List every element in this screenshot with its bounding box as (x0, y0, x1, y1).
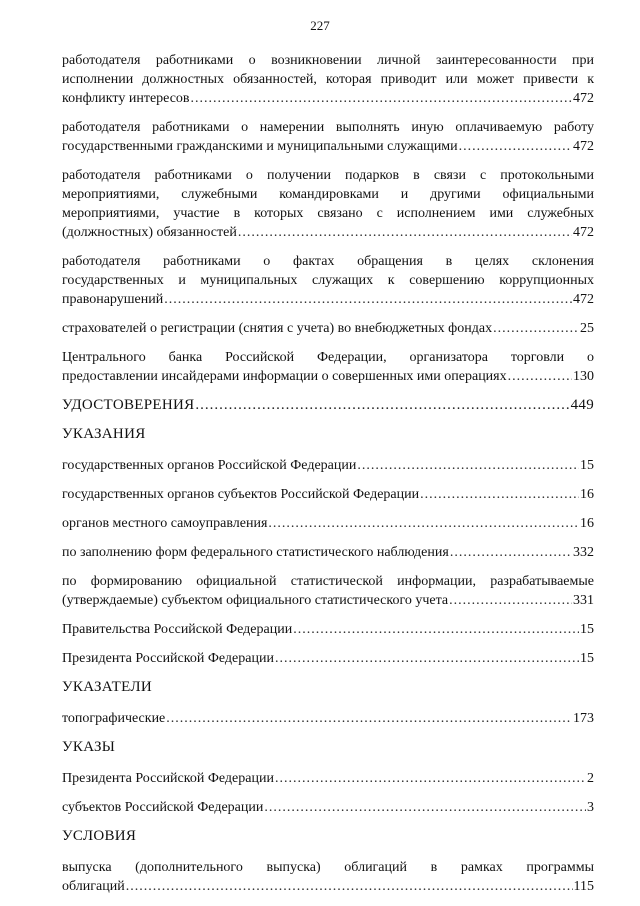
leader-dots (449, 591, 572, 610)
page-ref: 331 (573, 593, 594, 608)
index-entry (62, 572, 594, 610)
entry-last-line (62, 137, 594, 156)
index-entry (62, 51, 594, 108)
entry-last-line (62, 709, 594, 728)
leader-dots (420, 485, 579, 504)
index-entry (62, 118, 594, 156)
entry-last-line (62, 649, 594, 668)
entry-text: правонарушений (62, 292, 164, 307)
page-number: 227 (310, 18, 330, 33)
index-entry (62, 319, 594, 338)
entry-last-line (62, 543, 594, 562)
leader-dots (191, 89, 572, 108)
page-ref: 472 (573, 139, 594, 154)
entry-text: государственными гражданскими и муниципальными служащими (62, 139, 458, 154)
leader-dots (293, 620, 579, 639)
entry-last-line (62, 798, 594, 817)
entry-last-line (62, 290, 594, 309)
entry-line: работодателя работниками о фактах обращения в целях склонения (62, 254, 594, 269)
leader-dots (166, 709, 572, 728)
entry-text: государственных органов субъектов Российской Федерации (62, 487, 420, 502)
entry-last-line (62, 591, 594, 610)
section-heading-usloviya: УСЛОВИЯ (62, 828, 137, 844)
entry-text: государственных органов Российской Федерации (62, 458, 357, 473)
entry-last-line (62, 367, 594, 386)
leader-dots (508, 367, 572, 386)
entry-text: конфликту интересов (62, 91, 190, 106)
section-ukazaniya (62, 456, 594, 668)
entry-line: мероприятиями, участие в которых связано с исполнением ими служебных (62, 206, 594, 221)
index-entry (62, 649, 594, 668)
entry-text: Президента Российской Федерации (62, 651, 274, 666)
entry-last-line (62, 319, 594, 338)
page-ref: 2 (587, 771, 594, 786)
section-ukazy (62, 769, 594, 817)
page-ref: 332 (573, 545, 594, 560)
leader-dots (238, 223, 572, 242)
entry-text: органов местного самоуправления (62, 516, 268, 531)
page-ref: 16 (580, 516, 594, 531)
index-entry (62, 166, 594, 242)
page-ref: 16 (580, 487, 594, 502)
entry-last-line (62, 877, 594, 896)
entry-line: работодателя работниками о возникновении личной заинтересованности при (62, 53, 594, 68)
entries-top (62, 51, 594, 386)
page-ref: 25 (580, 321, 594, 336)
section-heading-ukazaniya: УКАЗАНИЯ (62, 426, 146, 442)
index-entry (62, 769, 594, 788)
leader-dots (275, 769, 586, 788)
entry-last-line (62, 485, 594, 504)
leader-dots (275, 649, 579, 668)
entry-text: (должностных) обязанностей (62, 225, 237, 240)
section-heading: УДОСТОВЕРЕНИЯ (62, 397, 195, 413)
index-entry (62, 798, 594, 817)
entry-last-line (62, 514, 594, 533)
page-ref: 472 (573, 292, 594, 307)
entry-last-line (62, 620, 594, 639)
page-ref: 15 (580, 651, 594, 666)
page-ref: 130 (573, 369, 594, 384)
index-entry (62, 620, 594, 639)
entry-text: Правительства Российской Федерации (62, 622, 293, 637)
section-udostovereniya (62, 396, 594, 415)
leader-dots (493, 319, 579, 338)
index-content (62, 51, 594, 906)
leader-dots (459, 137, 572, 156)
leader-dots (164, 290, 572, 309)
page-ref: 173 (573, 711, 594, 726)
section-ukazateli (62, 709, 594, 728)
index-entry (62, 252, 594, 309)
entry-line: выпуска (дополнительного выпуска) облигаций в рамках программы (62, 860, 594, 875)
index-entry (62, 456, 594, 475)
entry-line: исполнении должностных обязанностей, которая приводит или может привести к (62, 72, 594, 87)
entry-line: Центрального банка Российской Федерации, организатора торговли о (62, 350, 594, 365)
entry-line: мероприятиями, служебными командировками и другими официальными (62, 187, 594, 202)
entry-line: работодателя работниками о намерении выполнять иную оплачиваемую работу (62, 120, 594, 135)
section-usloviya (62, 858, 594, 896)
leader-dots (357, 456, 579, 475)
entry-text: предоставлении инсайдерами информации о совершенных ими операциях (62, 369, 507, 384)
page-ref: 15 (580, 458, 594, 473)
page-ref: 472 (573, 91, 594, 106)
page-ref: 115 (573, 879, 594, 894)
page-ref: 15 (580, 622, 594, 637)
entry-last-line (62, 456, 594, 475)
entry-line: по формированию официальной статистической информации, разрабатываемые (62, 574, 594, 589)
entry-last-line (62, 769, 594, 788)
entry-text: субъектов Российской Федерации (62, 800, 264, 815)
page-ref: 472 (573, 225, 594, 240)
leader-dots (126, 877, 573, 896)
leader-dots (268, 514, 579, 533)
page-ref: 3 (587, 800, 594, 815)
entry-last-line (62, 89, 594, 108)
index-entry (62, 543, 594, 562)
entry-text: (утверждаемые) субъектом официального статистического учета (62, 593, 449, 608)
entry-text: Президента Российской Федерации (62, 771, 274, 786)
leader-dots (450, 543, 572, 562)
index-entry (62, 485, 594, 504)
index-entry (62, 514, 594, 533)
index-entry (62, 709, 594, 728)
entry-line: государственных и муниципальных служащих к совершению коррупционных (62, 273, 594, 288)
entry-line: работодателя работниками о получении подарков в связи с протокольными (62, 168, 594, 183)
entry-text: облигаций (62, 879, 125, 894)
entry-text: топографические (62, 711, 166, 726)
leader-dots (195, 396, 569, 415)
entry-text: страхователей о регистрации (снятия с учета) во внебюджетных фондах (62, 321, 493, 336)
section-heading-ukazateli: УКАЗАТЕЛИ (62, 679, 152, 695)
index-entry (62, 348, 594, 386)
entry-last-line (62, 223, 594, 242)
entry-text: по заполнению форм федерального статистического наблюдения (62, 545, 449, 560)
leader-dots (264, 798, 586, 817)
index-entry (62, 858, 594, 896)
page-ref: 449 (570, 397, 594, 413)
section-heading-ukazy: УКАЗЫ (62, 739, 116, 755)
